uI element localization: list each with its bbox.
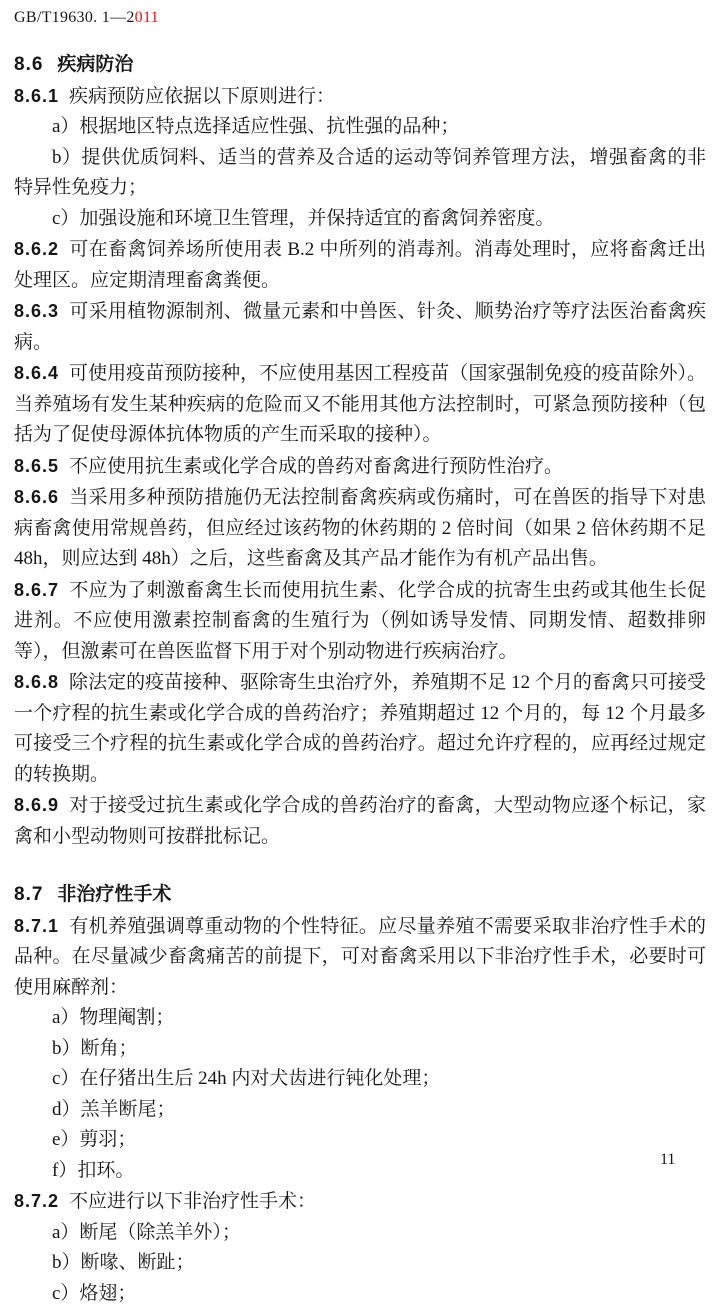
clause-number: 8.6.4 (14, 363, 59, 383)
list-item-d: d）羔羊断尾； (14, 1095, 706, 1126)
list-item-a: a）断尾（除羔羊外）； (14, 1218, 706, 1249)
clause-text: 可采用植物源制剂、微量元素和中兽医、针灸、顺势治疗等疗法医治畜禽疾病。 (14, 301, 706, 353)
list-item-b: b）断喙、断趾； (14, 1248, 706, 1279)
clause-text: 对于接受过抗生素或化学合成的兽药治疗的畜禽，大型动物应逐个标记，家禽和小型动物则可按群批标记。 (14, 795, 706, 847)
clause-number: 8.7.1 (14, 916, 59, 936)
list-item-a: a）根据地区特点选择适应性强、抗性强的品种； (14, 112, 706, 143)
clause-8-6-5 (14, 451, 706, 483)
page-number: 11 (660, 1150, 675, 1170)
document-number-year-red: 011 (135, 9, 159, 26)
list-item-b: b）断角； (14, 1034, 706, 1065)
clause-8-6-3 (14, 296, 706, 358)
section-heading-8-6 (14, 50, 706, 81)
clause-text: 除法定的疫苗接种、驱除寄生虫治疗外，养殖期不足 12 个月的畜禽只可接受一个疗程的抗生素或化学合成的兽药治疗；养殖期超过 12 个月的，每 12 个月最多可接受三个疗程的抗生素或化学合成的兽药治疗。超过允许疗程的，应再经过规定的转换期。 (14, 672, 706, 785)
section-title: 疾病防治 (57, 54, 133, 75)
clause-number: 8.6.6 (14, 487, 59, 507)
list-item-e: e）剪羽； (14, 1125, 706, 1156)
clause-number: 8.7.2 (14, 1191, 59, 1211)
list-item-f: f）扣环。 (14, 1156, 706, 1187)
document-number (14, 8, 706, 28)
list-item-c: c）加强设施和环境卫生管理，并保持适宜的畜禽饲养密度。 (14, 204, 706, 235)
clause-8-7-1 (14, 911, 706, 1004)
clause-text: 当采用多种预防措施仍无法控制畜禽疾病或伤痛时，可在兽医的指导下对患病畜禽使用常规兽药，但应经过该药物的休药期的 2 倍时间（如果 2 倍休药期不足 48h，则应达到 48h）之后，这些畜禽及其产品才能作为有机产品出售。 (14, 487, 706, 569)
clause-number: 8.6.8 (14, 672, 59, 692)
clause-text: 可在畜禽饲养场所使用表 B.2 中所列的消毒剂。消毒处理时，应将畜禽迁出处理区。应定期清理畜禽粪便。 (14, 239, 706, 291)
clause-8-6-1 (14, 81, 706, 113)
clause-text: 有机养殖强调尊重动物的个性特征。应尽量养殖不需要采取非治疗性手术的品种。在尽量减少畜禽痛苦的前提下，可对畜禽采用以下非治疗性手术，必要时可使用麻醉剂： (14, 916, 706, 998)
clause-text: 不应进行以下非治疗性手术： (69, 1191, 316, 1212)
clause-text: 疾病预防应依据以下原则进行： (69, 86, 335, 107)
clause-number: 8.6.2 (14, 239, 59, 259)
clause-8-6-2 (14, 234, 706, 296)
clause-number: 8.6.7 (14, 580, 59, 600)
section-number: 8.7 (14, 884, 43, 905)
clause-text: 可使用疫苗预防接种，不应使用基因工程疫苗（国家强制免疫的疫苗除外）。当养殖场有发生某种疾病的危险而又不能用其他方法控制时，可紧急预防接种（包括为了促使母源体抗体物质的产生而采取的接种）。 (14, 363, 706, 445)
clause-text: 不应为了刺激畜禽生长而使用抗生素、化学合成的抗寄生虫药或其他生长促进剂。不应使用激素控制畜禽的生殖行为（例如诱导发情、同期发情、超数排卵等），但激素可在兽医监督下用于对个别动物进行疾病治疗。 (14, 580, 706, 662)
list-item-b: b）提供优质饲料、适当的营养及合适的运动等饲养管理方法，增强畜禽的非特异性免疫力； (14, 143, 706, 204)
clause-number: 8.6.1 (14, 86, 59, 106)
clause-number: 8.6.5 (14, 456, 59, 476)
clause-8-6-9 (14, 790, 706, 852)
clause-text: 不应使用抗生素或化学合成的兽药对畜禽进行预防性治疗。 (69, 456, 563, 477)
list-item-c: c）在仔猪出生后 24h 内对犬齿进行钝化处理； (14, 1064, 706, 1095)
list-item-c: c）烙翅； (14, 1279, 706, 1309)
clause-8-6-6 (14, 482, 706, 575)
clause-8-6-8 (14, 667, 706, 790)
clause-number: 8.6.3 (14, 301, 59, 321)
section-title: 非治疗性手术 (57, 884, 171, 905)
document-body (14, 50, 706, 1309)
document-number-black: GB/T19630. 1—2 (14, 9, 135, 26)
clause-8-7-2 (14, 1186, 706, 1218)
section-number: 8.6 (14, 54, 43, 75)
clause-8-6-4 (14, 358, 706, 451)
clause-8-6-7 (14, 575, 706, 668)
section-heading-8-7 (14, 880, 706, 911)
clause-number: 8.6.9 (14, 795, 59, 815)
list-item-a: a）物理阉割； (14, 1003, 706, 1034)
